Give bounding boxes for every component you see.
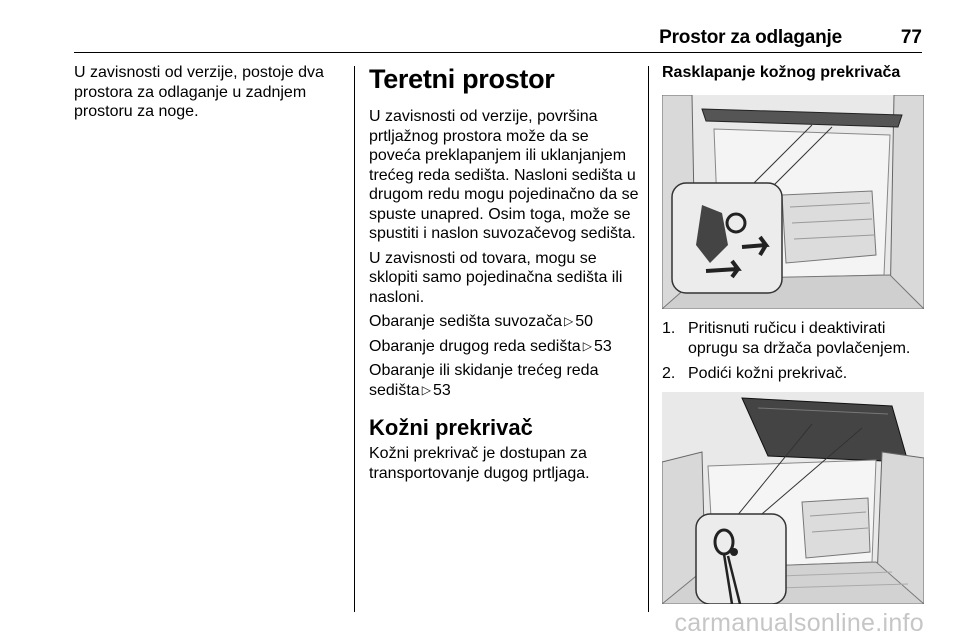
cross-reference[interactable]	[369, 312, 639, 332]
cargo-cover-release-illustration	[662, 95, 924, 309]
list-item	[662, 364, 924, 384]
reference-page: 50	[575, 313, 594, 330]
cross-reference[interactable]	[369, 337, 639, 357]
page-reference-icon: ▷	[582, 338, 592, 353]
step-text: Podići kožni prekrivač.	[688, 365, 848, 382]
list-item	[662, 319, 924, 358]
intro-paragraph: U zavisnosti od verzije, postoje dva prostora za odlaganje u zadnjem prostoru za noge.	[74, 64, 324, 120]
cross-reference[interactable]	[369, 361, 639, 400]
reference-text: Obaranje sedišta suvozača	[369, 313, 562, 330]
watermark-text: carmanualsonline.info	[674, 609, 924, 637]
column-right	[662, 63, 924, 604]
column-divider	[354, 66, 355, 612]
body-paragraph: Kožni prekrivač je dostupan za transportovanje dugog prtljaga.	[369, 445, 590, 482]
body-paragraph: U zavisnosti od verzije, površina prtljažnog prostora može da se poveća preklapanjem ili uklanjanjem trećeg reda sedišta. Nasloni sedišta u drugom redu mogu pojedinačno da se spuste unapred. Osim toga, može se spustiti i naslon suvozačevog sedišta.	[369, 108, 639, 242]
step-text: Pritisnuti ručicu i deaktivirati oprugu sa držača povlačenjem.	[688, 320, 911, 357]
reference-page: 53	[432, 381, 451, 399]
reference-text: Obaranje drugog reda sedišta	[369, 337, 581, 355]
step-number: 2.	[662, 365, 676, 382]
reference-page: 53	[593, 337, 612, 355]
procedure-heading: Rasklapanje kožnog prekrivača	[662, 64, 901, 81]
column-left	[74, 63, 342, 127]
header-rule	[74, 52, 922, 53]
column-divider	[648, 66, 649, 612]
subsection-heading: Kožni prekrivač	[369, 415, 533, 440]
section-heading: Teretni prostor	[369, 64, 555, 94]
body-paragraph: U zavisnosti od tovara, mogu se sklopiti samo pojedinačna sedišta ili nasloni.	[369, 249, 623, 306]
step-number: 1.	[662, 320, 676, 337]
reference-text: Obaranje ili skidanje trećeg reda sedišta	[369, 362, 599, 399]
page-number: 77	[900, 27, 922, 48]
procedure-steps	[662, 319, 924, 384]
running-header-title: Prostor za odlaganje	[659, 27, 842, 48]
page-reference-icon: ▷	[421, 382, 431, 397]
column-middle	[369, 63, 639, 488]
cargo-cover-lift-illustration	[662, 392, 924, 604]
page-reference-icon: ▷	[564, 314, 574, 328]
